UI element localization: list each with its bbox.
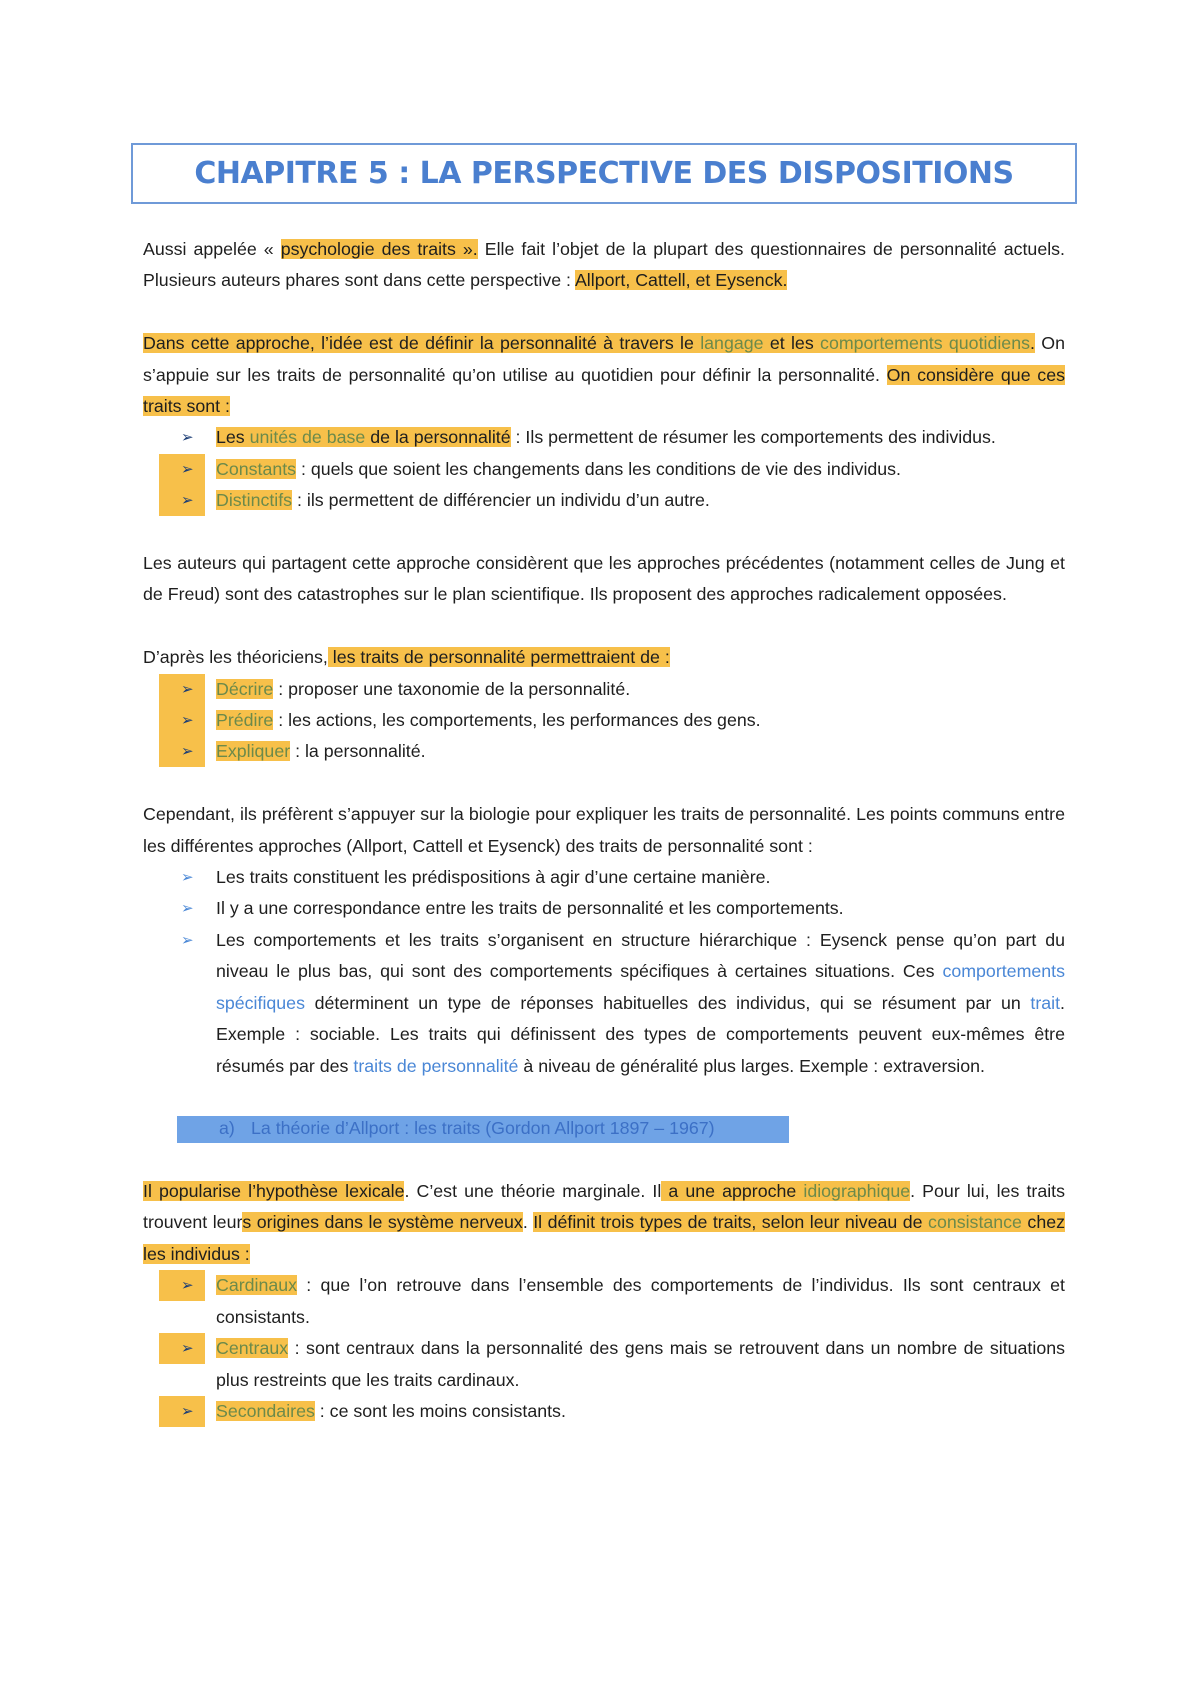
list-item: ➢ Secondaires : ce sont les moins consistants.: [143, 1396, 1065, 1427]
common-points-paragraph: Cependant, ils préfèrent s’appuyer sur la biologie pour expliquer les traits de personnalité. Les points communs entre les différentes approches (Allport, Cattell et Eysenck) des traits de personnalité sont :: [143, 804, 1065, 856]
trait-types-list: [143, 1270, 1065, 1427]
arrow-bullet-icon: ➢: [159, 1270, 205, 1301]
chapter-title-box: [131, 143, 1077, 204]
list-item: ➢ Expliquer : la personnalité.: [143, 736, 1065, 767]
allport-paragraph: Il popularise l’hypothèse lexicale. C’est une théorie marginale. Il a une approche idiographique. Pour lui, les traits trouvent leurs origines dans le système nerveux. Il définit trois types de traits, selon leur niveau de consistance chez les individus :: [143, 1181, 1065, 1264]
arrow-bullet-icon: ➢: [181, 429, 194, 447]
highlight-term: psychologie des traits ».: [280, 239, 478, 259]
keyword-langage: langage: [700, 333, 764, 354]
list-item: ➢ Les comportements et les traits s’organisent en structure hiérarchique : Eysenck pense qu’on part du niveau le plus bas, qui sont des comportements spécifiques à certaines situations. Ces comportements spécifiques déterminent un type de réponses habituelles des individus, qui se résument par un trait. Exemple : sociable. Les traits qui définissent des types de comportements peuvent eux-mêmes être résumés par des traits de personnalité à niveau de généralité plus larges. Exemple : extraversion.: [143, 925, 1065, 1082]
heading-text: La théorie d’Allport : les traits (Gordon Allport 1897 – 1967): [251, 1118, 715, 1139]
list-item: ➢ Les traits constituent les prédispositions à agir d’une certaine manière.: [143, 862, 1065, 893]
common-points-list: [143, 862, 1065, 1082]
chapter-title: CHAPITRE 5 : LA PERSPECTIVE DES DISPOSITIONS: [194, 156, 1014, 191]
document-body: [143, 234, 1065, 1427]
list-item: ➢ Décrire : proposer une taxonomie de la personnalité.: [143, 674, 1065, 705]
list-item: ➢ Prédire : les actions, les comportements, les performances des gens.: [143, 705, 1065, 736]
traits-list: [143, 422, 1065, 516]
intro-paragraph: Aussi appelée « psychologie des traits ». Elle fait l’objet de la plupart des questionnaires de personnalité actuels. Plusieurs auteurs phares sont dans cette perspective : Allport, Cattell, et Eysenck.: [143, 239, 1065, 291]
arrow-bullet-icon: ➢: [159, 1396, 205, 1427]
arrow-bullet-icon: ➢: [181, 900, 194, 918]
arrow-bullet-icon: ➢: [159, 1333, 205, 1364]
list-item: ➢ Cardinaux : que l’on retrouve dans l’ensemble des comportements de l’individus. Ils sont centraux et consistants.: [143, 1270, 1065, 1333]
theorists-paragraph: D’après les théoriciens, les traits de personnalité permettraient de :: [143, 647, 670, 668]
arrow-bullet-icon: ➢: [159, 485, 205, 516]
section-heading-allport: [143, 1113, 1065, 1144]
arrow-bullet-icon: ➢: [159, 454, 205, 485]
list-item: ➢ Centraux : sont centraux dans la personnalité des gens mais se retrouvent dans un nombre de situations plus restreints que les traits cardinaux.: [143, 1333, 1065, 1396]
keyword-comportements: comportements quotidiens: [820, 333, 1030, 354]
list-item: ➢ Il y a une correspondance entre les traits de personnalité et les comportements.: [143, 893, 1065, 924]
heading-number: a): [219, 1118, 235, 1139]
arrow-bullet-icon: ➢: [181, 931, 194, 949]
arrow-bullet-icon: ➢: [159, 705, 205, 736]
authors-paragraph: Les auteurs qui partagent cette approche considèrent que les approches précédentes (notamment celles de Jung et de Freud) sont des catastrophes sur le plan scientifique. Ils proposent des approches radicalement opposées.: [143, 553, 1065, 605]
approach-paragraph: Dans cette approche, l’idée est de définir la personnalité à travers le langage et les comportements quotidiens. On s’appuie sur les traits de personnalité qu’on utilise au quotidien pour définir la personnalité. On considère que ces traits sont :: [143, 333, 1065, 417]
arrow-bullet-icon: ➢: [159, 674, 205, 705]
highlight-authors: Allport, Cattell, et Eysenck.: [574, 270, 788, 291]
list-item: ➢ Constants : quels que soient les changements dans les conditions de vie des individus.: [143, 454, 1065, 485]
list-item: ➢ Les unités de base de la personnalité : Ils permettent de résumer les comportements des individus.: [143, 422, 1065, 453]
purpose-list: [143, 674, 1065, 768]
arrow-bullet-icon: ➢: [181, 869, 194, 887]
arrow-bullet-icon: ➢: [159, 736, 205, 767]
list-item: ➢ Distinctifs : ils permettent de différencier un individu d’un autre.: [143, 485, 1065, 516]
